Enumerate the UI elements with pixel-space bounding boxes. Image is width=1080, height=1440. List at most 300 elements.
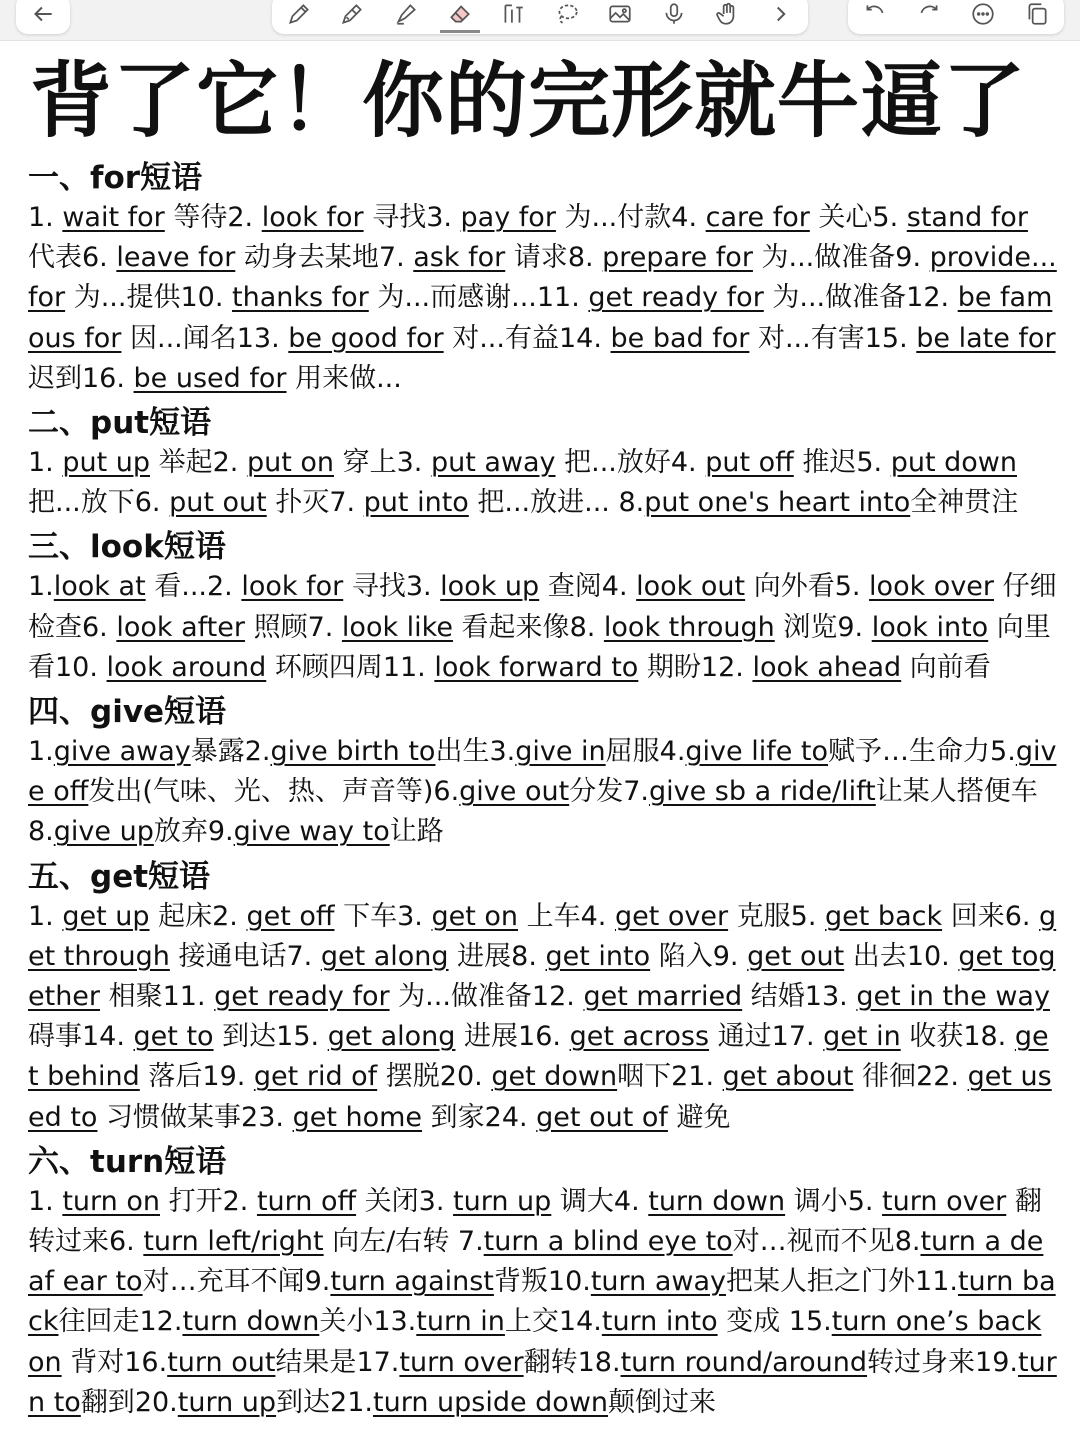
phrase-item bbox=[28, 1186, 223, 1217]
phrase-item bbox=[227, 202, 426, 233]
item-number: 12. bbox=[906, 282, 958, 314]
chinese-meaning: 变成 bbox=[717, 1306, 789, 1338]
chinese-meaning: 动身去某地 bbox=[235, 242, 379, 274]
item-number: 5. bbox=[834, 571, 870, 603]
text-tool-icon[interactable] bbox=[493, 0, 533, 31]
english-phrase: give out bbox=[459, 776, 570, 808]
item-number: 14. bbox=[82, 1021, 134, 1053]
item-number: 16. bbox=[82, 362, 134, 394]
item-number: 3. bbox=[489, 736, 516, 768]
chinese-meaning: 向外看 bbox=[745, 571, 835, 603]
english-phrase: look like bbox=[341, 611, 453, 643]
english-phrase: get in the way bbox=[856, 981, 1050, 1013]
item-number: 7. bbox=[307, 611, 342, 643]
phrase-item bbox=[397, 447, 671, 478]
phrase-item bbox=[485, 1102, 731, 1133]
section-body bbox=[28, 198, 1058, 399]
phrase-item bbox=[82, 363, 402, 394]
item-number: 20. bbox=[134, 1386, 178, 1418]
chinese-meaning: 落后 bbox=[139, 1061, 203, 1093]
back-arrow-icon[interactable] bbox=[23, 0, 63, 31]
undo-icon[interactable] bbox=[855, 0, 895, 31]
item-number: 2. bbox=[222, 1185, 257, 1217]
english-phrase: turn over bbox=[399, 1346, 524, 1378]
item-number: 5. bbox=[847, 1185, 883, 1217]
item-number: 10. bbox=[547, 1266, 591, 1298]
item-number: 16. bbox=[518, 1021, 570, 1053]
item-number: 6. bbox=[82, 242, 117, 274]
more-icon[interactable] bbox=[963, 0, 1003, 31]
english-phrase: turn up bbox=[453, 1185, 552, 1217]
phrase-item bbox=[791, 901, 1005, 932]
english-phrase: get home bbox=[292, 1101, 423, 1133]
section-body bbox=[28, 732, 1058, 853]
phrase-item bbox=[489, 736, 659, 767]
chinese-meaning: 回来 bbox=[942, 900, 1005, 932]
item-number: 3. bbox=[418, 1185, 454, 1217]
phrase-item bbox=[614, 1186, 848, 1217]
phrase-item bbox=[237, 323, 559, 354]
chinese-meaning: 调大 bbox=[551, 1185, 614, 1217]
english-phrase: get ready for bbox=[214, 981, 390, 1013]
english-phrase: get out bbox=[747, 940, 845, 972]
item-number: 7. bbox=[378, 242, 414, 274]
item-number: 12. bbox=[139, 1306, 183, 1338]
chinese-meaning: 举起 bbox=[150, 447, 213, 479]
english-phrase: look out bbox=[636, 571, 746, 603]
chinese-meaning: 分发 bbox=[569, 776, 624, 808]
english-phrase: give up bbox=[53, 816, 154, 848]
item-number: 2. bbox=[212, 900, 247, 932]
pencil-icon[interactable] bbox=[332, 0, 372, 31]
chinese-meaning: 对...有害 bbox=[749, 322, 865, 354]
chinese-meaning: 放弃 bbox=[153, 816, 208, 848]
chinese-meaning: 仔细检查 bbox=[28, 571, 1057, 643]
english-phrase: get up bbox=[62, 900, 150, 932]
english-phrase: get on bbox=[431, 900, 518, 932]
english-phrase: care for bbox=[705, 202, 810, 233]
english-phrase: be good for bbox=[288, 322, 444, 354]
chinese-meaning: 翻转过来 bbox=[28, 1185, 1042, 1258]
english-phrase: turn away bbox=[590, 1266, 727, 1298]
chinese-meaning: 把...放下 bbox=[28, 487, 135, 519]
item-number: 5. bbox=[856, 447, 891, 479]
item-number: 8. bbox=[28, 816, 54, 848]
english-phrase: turn over bbox=[882, 1185, 1007, 1217]
chinese-meaning: 浏览 bbox=[774, 611, 838, 643]
english-phrase: provide...for bbox=[28, 242, 1057, 314]
phrase-item bbox=[286, 941, 511, 972]
chinese-meaning: 背对 bbox=[61, 1346, 125, 1378]
chinese-meaning: 结婚 bbox=[742, 981, 805, 1013]
item-number: 13. bbox=[804, 981, 857, 1013]
english-phrase: get rid of bbox=[253, 1061, 378, 1093]
english-phrase: look over bbox=[869, 571, 995, 603]
image-icon[interactable] bbox=[600, 0, 640, 31]
english-phrase: look forward to bbox=[434, 651, 639, 683]
item-number: 8. bbox=[569, 611, 604, 643]
phrase-item bbox=[518, 1021, 772, 1052]
chinese-meaning: 上车 bbox=[518, 900, 581, 932]
chinese-meaning: 克服 bbox=[728, 900, 791, 932]
eraser-icon[interactable] bbox=[440, 0, 480, 33]
phrase-item bbox=[135, 487, 330, 518]
chinese-meaning: 向左/右转 bbox=[323, 1226, 458, 1258]
english-phrase: get off bbox=[246, 900, 335, 932]
item-number: 19. bbox=[202, 1061, 254, 1093]
item-number: 5. bbox=[990, 736, 1016, 768]
english-phrase: be famous for bbox=[28, 282, 1053, 354]
chinese-meaning: 让某人搭便车 bbox=[875, 776, 1038, 808]
phrase-item bbox=[207, 571, 406, 602]
english-phrase: put off bbox=[705, 447, 794, 479]
english-phrase: give way to bbox=[233, 816, 390, 848]
english-phrase: ask for bbox=[413, 242, 506, 274]
phrase-item bbox=[383, 652, 701, 683]
english-phrase: look around bbox=[106, 651, 267, 683]
english-phrase: give life to bbox=[685, 736, 829, 768]
english-phrase: put away bbox=[430, 447, 556, 479]
phrase-item bbox=[559, 1306, 789, 1337]
english-phrase: look after bbox=[116, 611, 245, 643]
phrase-item bbox=[548, 1266, 915, 1297]
chinese-meaning: 照顾 bbox=[244, 611, 308, 643]
item-number: 9. bbox=[895, 242, 930, 274]
item-number: 5. bbox=[790, 900, 826, 932]
english-phrase: get about bbox=[722, 1061, 854, 1093]
item-number: 11. bbox=[382, 651, 435, 683]
english-phrase: thanks for bbox=[232, 282, 369, 314]
top-toolbar bbox=[0, 0, 1080, 41]
item-number: 4. bbox=[580, 900, 615, 932]
phrase-item bbox=[212, 901, 397, 932]
chinese-meaning: 颠倒过来 bbox=[608, 1386, 717, 1418]
chinese-meaning: 相聚 bbox=[100, 981, 163, 1013]
phrase-item bbox=[570, 612, 838, 643]
english-phrase: look into bbox=[871, 611, 989, 643]
chinese-meaning: 等待 bbox=[164, 202, 228, 233]
chinese-meaning: 转过身来 bbox=[867, 1346, 976, 1378]
item-number: 6. bbox=[433, 776, 460, 808]
item-number: 2. bbox=[244, 736, 271, 768]
phrase-item bbox=[458, 1226, 895, 1257]
phrase-item bbox=[397, 901, 581, 932]
item-number: 4. bbox=[659, 736, 686, 768]
chinese-meaning: 徘徊 bbox=[853, 1061, 917, 1093]
phrase-item bbox=[433, 776, 623, 807]
english-phrase: turn upside down bbox=[373, 1386, 609, 1418]
phrase-item bbox=[82, 242, 379, 273]
item-number: 13. bbox=[236, 322, 289, 354]
item-number: 23. bbox=[241, 1101, 293, 1133]
item-number: 7. bbox=[329, 487, 364, 519]
english-phrase: turn into bbox=[601, 1306, 718, 1338]
chinese-meaning: 请求 bbox=[505, 242, 568, 274]
phrase-item bbox=[329, 487, 618, 518]
chinese-meaning: 翻转 bbox=[523, 1346, 578, 1378]
chinese-meaning: 咽下 bbox=[617, 1061, 672, 1093]
chinese-meaning: 进展 bbox=[448, 940, 512, 972]
phrase-item bbox=[308, 612, 570, 643]
chinese-meaning: 把...放好 bbox=[555, 447, 671, 479]
item-number: 9. bbox=[712, 940, 748, 972]
item-number: 1. bbox=[28, 202, 63, 233]
item-number: 1. bbox=[28, 571, 54, 603]
item-number: 6. bbox=[109, 1226, 144, 1258]
phrase-item bbox=[440, 1061, 671, 1092]
item-number: 14. bbox=[558, 322, 611, 354]
item-number: 20. bbox=[439, 1061, 492, 1093]
chevron-right-icon[interactable] bbox=[761, 0, 801, 31]
item-number: 3. bbox=[396, 447, 431, 479]
english-phrase: turn out bbox=[167, 1346, 276, 1378]
phrase-item bbox=[379, 242, 568, 273]
chinese-meaning: 为...做准备 bbox=[389, 981, 532, 1013]
chinese-meaning: 出去 bbox=[844, 940, 907, 972]
section-body bbox=[28, 1182, 1058, 1423]
phrase-item bbox=[28, 901, 212, 932]
item-number: 12. bbox=[700, 651, 753, 683]
item-number: 12. bbox=[531, 981, 584, 1013]
chinese-meaning: 向前看 bbox=[901, 651, 991, 683]
item-number: 15. bbox=[276, 1021, 328, 1053]
item-number: 21. bbox=[671, 1061, 723, 1093]
phrase-item bbox=[28, 571, 207, 602]
chinese-meaning: 把某人拒之门外 bbox=[726, 1266, 916, 1298]
tools-pill bbox=[272, 0, 808, 34]
item-number: 15. bbox=[864, 322, 917, 354]
english-phrase: put one's heart into bbox=[644, 487, 911, 519]
english-phrase: get across bbox=[569, 1021, 710, 1053]
chinese-meaning: 摆脱 bbox=[377, 1061, 440, 1093]
phrase-item bbox=[701, 652, 991, 683]
english-phrase: give in bbox=[515, 736, 606, 768]
chinese-meaning: 关小 bbox=[319, 1306, 374, 1338]
item-number: 1. bbox=[28, 736, 54, 768]
phrase-item bbox=[581, 901, 791, 932]
english-phrase: leave for bbox=[116, 242, 236, 274]
chinese-meaning: 进展 bbox=[455, 1021, 519, 1053]
item-number: 8. bbox=[567, 242, 603, 274]
chinese-meaning: 向里看 bbox=[28, 611, 1051, 683]
chinese-meaning: 全神贯注 bbox=[910, 487, 1019, 519]
page-title: 背了它！你的完形就牛逼了 bbox=[30, 54, 1027, 149]
phrase-item bbox=[241, 1102, 485, 1133]
phrase-item bbox=[28, 816, 208, 847]
phrase-item bbox=[419, 1186, 614, 1217]
phrase-item bbox=[713, 941, 907, 972]
phrase-item bbox=[511, 941, 713, 972]
section-heading: 六、turn短语 bbox=[28, 1143, 227, 1180]
pen-icon[interactable] bbox=[279, 0, 319, 31]
english-phrase: look for bbox=[261, 202, 364, 233]
chinese-meaning: 用来做... bbox=[286, 362, 402, 394]
chinese-meaning: 到达 bbox=[276, 1386, 331, 1418]
chinese-meaning: 到达 bbox=[213, 1021, 277, 1053]
english-phrase: prepare for bbox=[602, 242, 753, 274]
english-phrase: give away bbox=[53, 736, 191, 768]
chinese-meaning: 为...做准备 bbox=[763, 282, 907, 314]
item-number: 15. bbox=[788, 1306, 832, 1338]
phrase-item bbox=[356, 1347, 577, 1378]
section-heading: 二、put短语 bbox=[28, 405, 212, 442]
section-heading: 三、look短语 bbox=[28, 529, 226, 566]
chinese-meaning: 习惯做某事 bbox=[97, 1101, 242, 1133]
english-phrase: look up bbox=[440, 571, 540, 603]
english-phrase: pay for bbox=[460, 202, 556, 233]
item-number: 10. bbox=[906, 940, 959, 972]
section-heading: 一、for短语 bbox=[28, 160, 203, 196]
english-phrase: give sb a ride/lift bbox=[648, 776, 876, 808]
item-number: 4. bbox=[601, 571, 637, 603]
english-phrase: get in bbox=[823, 1021, 901, 1053]
item-number: 8. bbox=[618, 487, 645, 519]
phrase-item bbox=[532, 981, 805, 1012]
english-phrase: wait for bbox=[62, 202, 165, 233]
english-phrase: be late for bbox=[916, 322, 1056, 354]
item-number: 6. bbox=[82, 611, 117, 643]
item-number: 2. bbox=[207, 571, 242, 603]
microphone-icon[interactable] bbox=[654, 0, 694, 31]
item-number: 4. bbox=[613, 1185, 649, 1217]
english-phrase: get along bbox=[320, 940, 449, 972]
phrase-item bbox=[568, 242, 895, 273]
chinese-meaning: 环顾四周 bbox=[266, 651, 383, 683]
english-phrase: give birth to bbox=[270, 736, 436, 768]
item-number: 17. bbox=[771, 1021, 824, 1053]
english-phrase: put into bbox=[363, 487, 469, 519]
english-phrase: get down bbox=[491, 1061, 618, 1093]
phrase-item bbox=[135, 1387, 330, 1418]
chinese-meaning: 查阅 bbox=[539, 571, 602, 603]
chinese-meaning: 碍事 bbox=[28, 1021, 82, 1053]
item-number: 8. bbox=[511, 940, 546, 972]
item-number: 3. bbox=[397, 900, 432, 932]
chinese-meaning: 往回走 bbox=[58, 1306, 140, 1338]
english-phrase: get over bbox=[614, 900, 729, 932]
english-phrase: turn round/around bbox=[620, 1346, 868, 1378]
chinese-meaning: 下车 bbox=[334, 900, 398, 932]
chinese-meaning: 对...有益 bbox=[443, 322, 559, 354]
item-number: 5. bbox=[872, 202, 907, 233]
chinese-meaning: 看起来像 bbox=[452, 611, 570, 643]
chinese-meaning: 到家 bbox=[422, 1101, 485, 1133]
item-number: 6. bbox=[134, 487, 170, 519]
item-number: 11. bbox=[162, 981, 215, 1013]
phrase-item bbox=[671, 1061, 916, 1092]
highlighter-icon[interactable] bbox=[386, 0, 426, 31]
english-phrase: get ready for bbox=[588, 282, 764, 314]
chinese-meaning: 把...放进... bbox=[468, 487, 619, 519]
chinese-meaning: 穿上 bbox=[334, 447, 397, 479]
phrase-item bbox=[245, 736, 490, 767]
chinese-meaning: 陷入 bbox=[650, 940, 713, 972]
english-phrase: turn to bbox=[28, 1346, 1057, 1418]
english-phrase: turn up bbox=[177, 1386, 277, 1418]
english-phrase: turn on bbox=[62, 1185, 160, 1217]
phrase-item bbox=[163, 981, 532, 1012]
chinese-meaning: 打开 bbox=[160, 1185, 223, 1217]
chinese-meaning: 接通电话 bbox=[169, 940, 287, 972]
english-phrase: turn a deaf ear to bbox=[28, 1226, 1044, 1298]
hand-icon[interactable] bbox=[708, 0, 748, 31]
item-number: 21. bbox=[330, 1386, 373, 1418]
english-phrase: turn left/right bbox=[143, 1226, 324, 1258]
chinese-meaning: 为...付款 bbox=[555, 202, 672, 233]
english-phrase: get to bbox=[133, 1021, 214, 1053]
back-pill bbox=[16, 0, 70, 34]
english-phrase: turn in bbox=[416, 1306, 505, 1338]
english-phrase: put up bbox=[62, 447, 151, 479]
item-number: 9. bbox=[837, 611, 872, 643]
item-number: 18. bbox=[963, 1021, 1015, 1053]
chinese-meaning: 上交 bbox=[504, 1306, 559, 1338]
item-number: 9. bbox=[304, 1266, 331, 1298]
english-phrase: look for bbox=[241, 571, 344, 603]
chinese-meaning: 通过 bbox=[709, 1021, 772, 1053]
item-number: 11. bbox=[915, 1266, 958, 1298]
copy-icon[interactable] bbox=[1017, 0, 1057, 31]
redo-icon[interactable] bbox=[909, 0, 949, 31]
item-number: 1. bbox=[28, 447, 63, 479]
english-phrase: get used to bbox=[28, 1061, 1052, 1133]
phrase-item bbox=[618, 487, 1018, 518]
phrase-sections bbox=[28, 156, 1058, 1423]
item-number: 18. bbox=[577, 1346, 621, 1378]
phrase-item bbox=[28, 202, 227, 233]
english-phrase: be bad for bbox=[610, 322, 750, 354]
item-number: 14. bbox=[558, 1306, 602, 1338]
english-phrase: put on bbox=[246, 447, 335, 479]
english-phrase: look ahead bbox=[752, 651, 902, 683]
item-number: 7. bbox=[623, 776, 649, 808]
phrase-item bbox=[537, 282, 906, 313]
english-phrase: get along bbox=[327, 1021, 456, 1053]
phrase-item bbox=[578, 1347, 975, 1378]
chinese-meaning: 代表 bbox=[28, 242, 82, 274]
english-phrase: turn down bbox=[648, 1185, 786, 1217]
english-phrase: get together bbox=[28, 940, 1056, 1013]
english-phrase: turn back bbox=[28, 1266, 1056, 1338]
phrase-item bbox=[373, 1306, 559, 1337]
english-phrase: turn off bbox=[256, 1185, 357, 1217]
chinese-meaning: 结果是 bbox=[275, 1346, 357, 1378]
phrase-item bbox=[671, 202, 872, 233]
item-number: 10. bbox=[55, 651, 107, 683]
chinese-meaning: 推迟 bbox=[793, 447, 857, 479]
chinese-meaning: 起床 bbox=[149, 900, 213, 932]
phrase-item bbox=[559, 323, 865, 354]
phrase-item bbox=[139, 1306, 373, 1337]
item-number: 19. bbox=[975, 1346, 1018, 1378]
phrase-item bbox=[602, 571, 835, 602]
phrase-item bbox=[223, 1186, 419, 1217]
item-number: 2. bbox=[227, 202, 262, 233]
chinese-meaning: 看... bbox=[145, 571, 207, 603]
english-phrase: turn against bbox=[330, 1266, 494, 1298]
chinese-meaning: 关闭 bbox=[356, 1185, 419, 1217]
english-phrase: get married bbox=[583, 981, 743, 1013]
chinese-meaning: 暴露 bbox=[190, 736, 245, 768]
phrase-item bbox=[55, 652, 383, 683]
item-number: 11. bbox=[536, 282, 589, 314]
phrase-item bbox=[623, 776, 1038, 807]
item-number: 17. bbox=[356, 1346, 400, 1378]
english-phrase: look at bbox=[53, 571, 146, 603]
lasso-icon[interactable] bbox=[547, 0, 587, 31]
item-number: 4. bbox=[670, 447, 706, 479]
chinese-meaning: 翻到 bbox=[80, 1386, 135, 1418]
